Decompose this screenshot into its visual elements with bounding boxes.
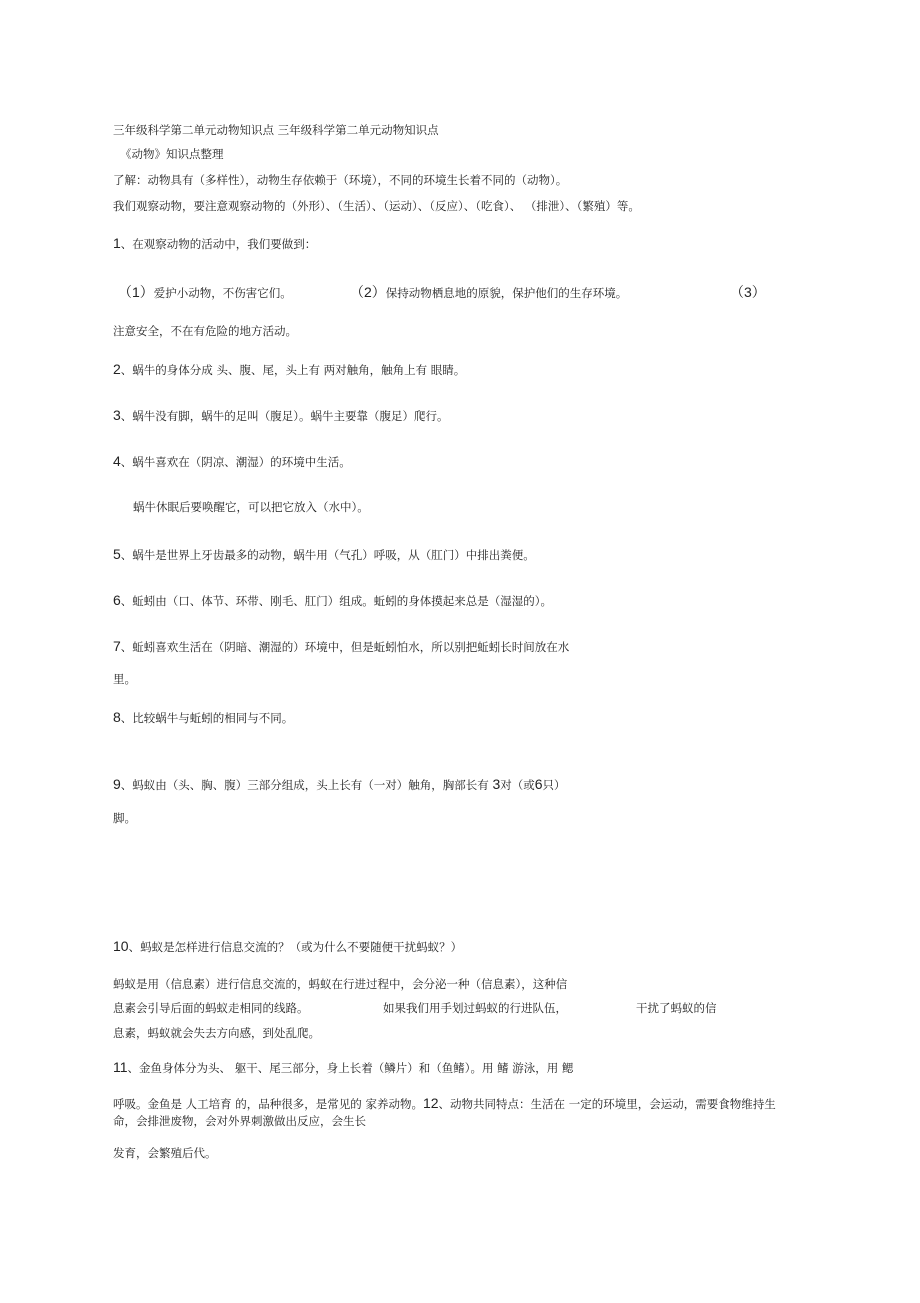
item-8-number: 8 <box>113 709 121 725</box>
item-2-number: 2 <box>113 361 121 377</box>
item-5-number: 5 <box>113 546 121 562</box>
item-11-continuation-a: 呼吸。金鱼是 人工培育 的，品种很多，是常见的 家养动物。 <box>113 1097 423 1111</box>
item-3-number: 3 <box>113 407 121 423</box>
item-9-text-c: 只） <box>542 778 566 792</box>
item-1-sub-1-marker: （1） <box>118 284 154 300</box>
item-1-sub-1 <box>118 284 292 301</box>
item-12-text: 、动物共同特点：生活在 一定的环境里，会运动，需要食物维持生命，会排泄废物，会对外界刺激做出反应，会生长 <box>113 1097 776 1128</box>
item-1-number: 1 <box>113 235 121 251</box>
item-10-text: 、蚂蚁是怎样进行信息交流的？（或为什么不要随便干扰蚂蚁？） <box>128 940 463 954</box>
doc-title: 三年级科学第二单元动物知识点 三年级科学第二单元动物知识点 <box>113 123 439 137</box>
item-10-para-3: 息素，蚂蚁就会失去方向感，到处乱爬。 <box>113 1026 320 1040</box>
item-6 <box>113 592 552 609</box>
item-12-last-line: 发育，会繁殖后代。 <box>113 1146 217 1160</box>
item-1-text: 、在观察动物的活动中，我们要做到： <box>120 237 317 251</box>
item-10-number: 10 <box>113 938 129 954</box>
item-7-number: 7 <box>113 638 121 654</box>
item-11-continuation <box>113 1095 793 1130</box>
item-4 <box>113 453 351 470</box>
intro-line-1: 了解：动物具有（多样性），动物生存依赖于（环境），不同的环境生长着不同的（动物）。 <box>113 173 568 187</box>
item-4-number: 4 <box>113 453 121 469</box>
item-9-number: 9 <box>113 776 121 792</box>
item-9-number-3: 3 <box>492 776 501 792</box>
item-1-sub-1-text: 爱护小动物，不伤害它们。 <box>153 286 292 300</box>
item-7-text: 、蚯蚓喜欢生活在（阴暗、潮湿的）环境中，但是蚯蚓怕水，所以别把蚯蚓长时间放在水 <box>120 640 570 654</box>
item-11-text: 、金鱼身体分为头、 躯干、尾三部分，身上长着（鳞片）和（鱼鳍）。用 鳍 游泳，用 鳃 <box>127 1061 574 1075</box>
item-9-continuation: 脚。 <box>113 811 136 825</box>
doc-subtitle: 《动物》知识点整理 <box>120 147 224 161</box>
item-9-number-6: 6 <box>534 776 543 792</box>
item-12-number: 12 <box>422 1095 439 1111</box>
item-1-sub-2-text: 保持动物栖息地的原貌，保护他们的生存环境。 <box>385 286 628 300</box>
item-8 <box>113 709 293 726</box>
item-5-text: 、蜗牛是世界上牙齿最多的动物，蜗牛用（气孔）呼吸，从（肛门）中排出粪便。 <box>120 548 535 562</box>
item-1 <box>113 235 316 252</box>
item-6-number: 6 <box>113 592 121 608</box>
item-2 <box>113 361 465 378</box>
item-1-sub-3-text: 注意安全，不在有危险的地方活动。 <box>113 324 297 338</box>
item-10-para-1: 蚂蚁是用（信息素）进行信息交流的，蚂蚁在行进过程中，会分泌一种（信息素），这种信 <box>113 977 568 991</box>
item-1-sub-3-marker: （3） <box>730 284 766 300</box>
item-1-sub-2 <box>350 284 627 301</box>
item-7 <box>113 638 569 655</box>
intro-line-2: 我们观察动物，要注意观察动物的（外形）、（生活）、（运动）、（反应）、（吃食）、 （排泄）、（繁殖）等。 <box>113 199 640 213</box>
item-10 <box>113 938 462 955</box>
item-9-text-a: 、蚂蚁由（头、胸、腹）三部分组成，头上长有（一对）触角，胸部长有 <box>120 778 493 792</box>
item-10-para-2c: 干扰了蚂蚁的信 <box>636 1001 717 1015</box>
item-3-text: 、蜗牛没有脚，蜗牛的足叫（腹足）。蜗牛主要靠（腹足）爬行。 <box>120 409 449 423</box>
item-2-text: 、蜗牛的身体分成 头、腹、尾，头上有 两对触角，触角上有 眼睛。 <box>120 363 466 377</box>
item-11-number: 11 <box>113 1059 128 1075</box>
item-9 <box>113 776 566 793</box>
item-10-para-2b: 如果我们用手划过蚂蚁的行进队伍， <box>383 1001 567 1015</box>
item-3 <box>113 407 449 424</box>
item-4-extra: 蜗牛休眠后要唤醒它，可以把它放入（水中）。 <box>133 500 369 514</box>
item-7-continuation: 里。 <box>113 672 136 686</box>
item-9-text-b: 对（或 <box>500 778 535 792</box>
item-1-sub-2-marker: （2） <box>350 284 386 300</box>
item-4-text: 、蜗牛喜欢在（阴凉、潮湿）的环境中生活。 <box>120 455 351 469</box>
item-11 <box>113 1059 573 1076</box>
item-8-text: 、比较蜗牛与蚯蚓的相同与不同。 <box>120 711 294 725</box>
item-6-text: 、蚯蚓由（口、体节、环带、刚毛、肛门）组成。蚯蚓的身体摸起来总是（湿湿的）。 <box>120 594 553 608</box>
item-10-para-2a: 息素会引导后面的蚂蚁走相同的线路。 <box>113 1001 309 1015</box>
item-5 <box>113 546 535 563</box>
